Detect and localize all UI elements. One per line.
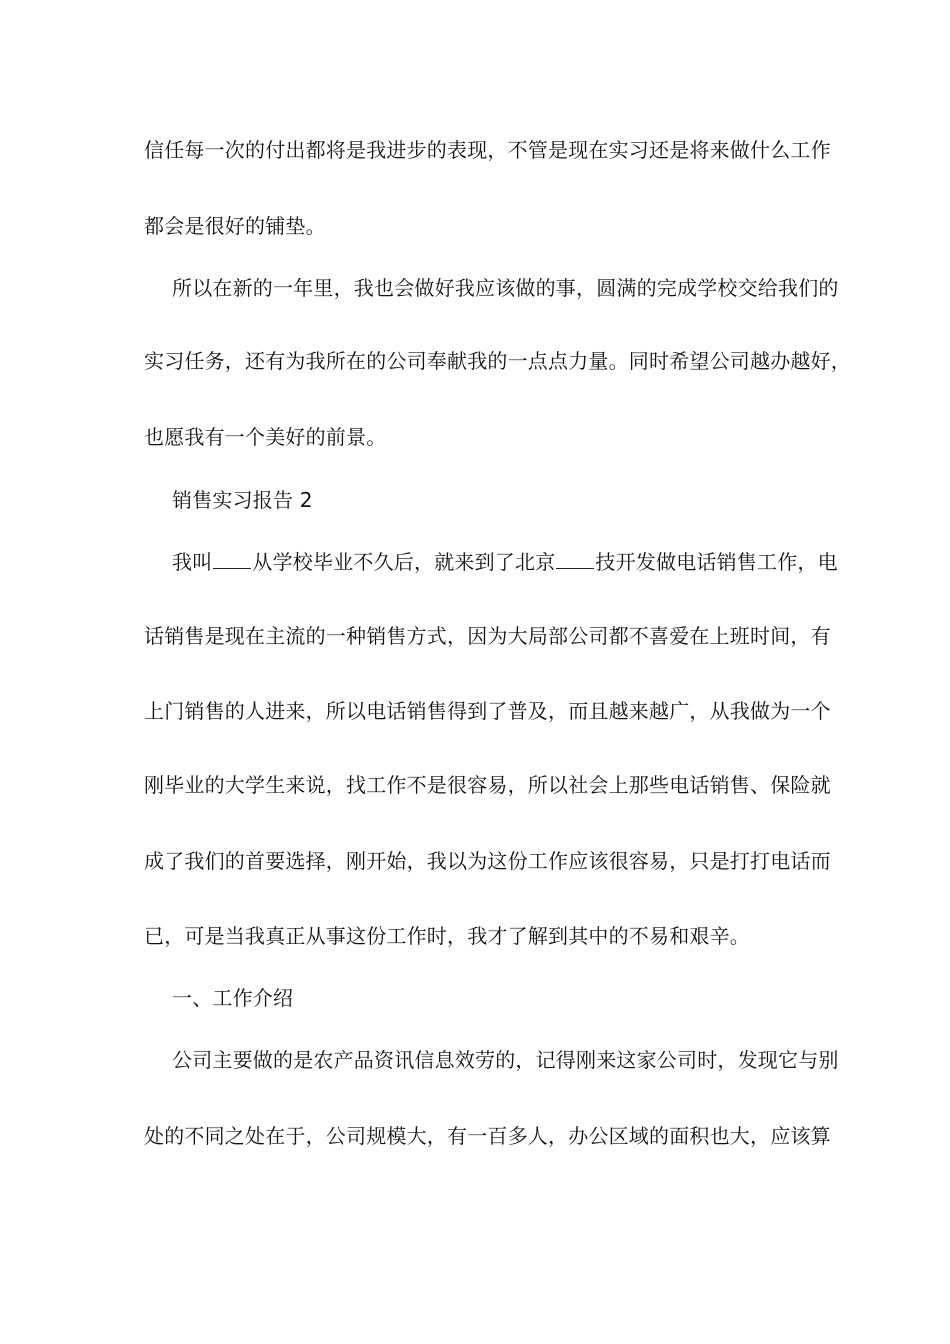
paragraph-line: 所以在新的一年里，我也会做好我应该做的事，圆满的完成学校交给我们的 bbox=[172, 276, 839, 300]
section-heading: 一、工作介绍 bbox=[172, 986, 294, 1010]
text-segment: 从学校毕业不久后，就来到了北京 bbox=[252, 550, 556, 574]
text-segment: 技开发做电话销售工作，电 bbox=[595, 550, 838, 574]
paragraph-line: 刚毕业的大学生来说，找工作不是很容易，所以社会上那些电话销售、保险就 bbox=[144, 773, 831, 797]
paragraph-line: 都会是很好的铺垫。 bbox=[144, 214, 326, 238]
paragraph-line: 信任每一次的付出都将是我进步的表现，不管是现在实习还是将来做什么工作 bbox=[144, 138, 831, 162]
paragraph-line-with-blanks bbox=[172, 548, 852, 576]
paragraph-line: 成了我们的首要选择，刚开始，我以为这份工作应该很容易，只是打打电话而 bbox=[144, 849, 831, 873]
paragraph-line: 话销售是现在主流的一种销售方式，因为大局部公司都不喜爱在上班时间，有 bbox=[144, 624, 831, 648]
paragraph-line: 上门销售的人进来，所以电话销售得到了普及，而且越来越广，从我做为一个 bbox=[144, 699, 831, 723]
paragraph-line: 公司主要做的是农产品资讯信息效劳的，记得刚来这家公司时，发现它与别 bbox=[172, 1048, 839, 1072]
fill-in-blank bbox=[556, 550, 594, 569]
section-heading: 销售实习报告 2 bbox=[172, 488, 313, 512]
paragraph-line: 已，可是当我真正从事这份工作时，我才了解到其中的不易和艰辛。 bbox=[144, 924, 750, 948]
paragraph-line: 实习任务，还有为我所在的公司奉献我的一点点力量。同时希望公司越办越好， bbox=[144, 349, 851, 373]
paragraph-line: 处的不同之处在于，公司规模大，有一百多人，办公区域的面积也大，应该算 bbox=[144, 1124, 831, 1148]
paragraph-line: 也愿我有一个美好的前景。 bbox=[144, 425, 387, 449]
fill-in-blank bbox=[213, 550, 251, 569]
text-segment: 我叫 bbox=[172, 550, 213, 574]
